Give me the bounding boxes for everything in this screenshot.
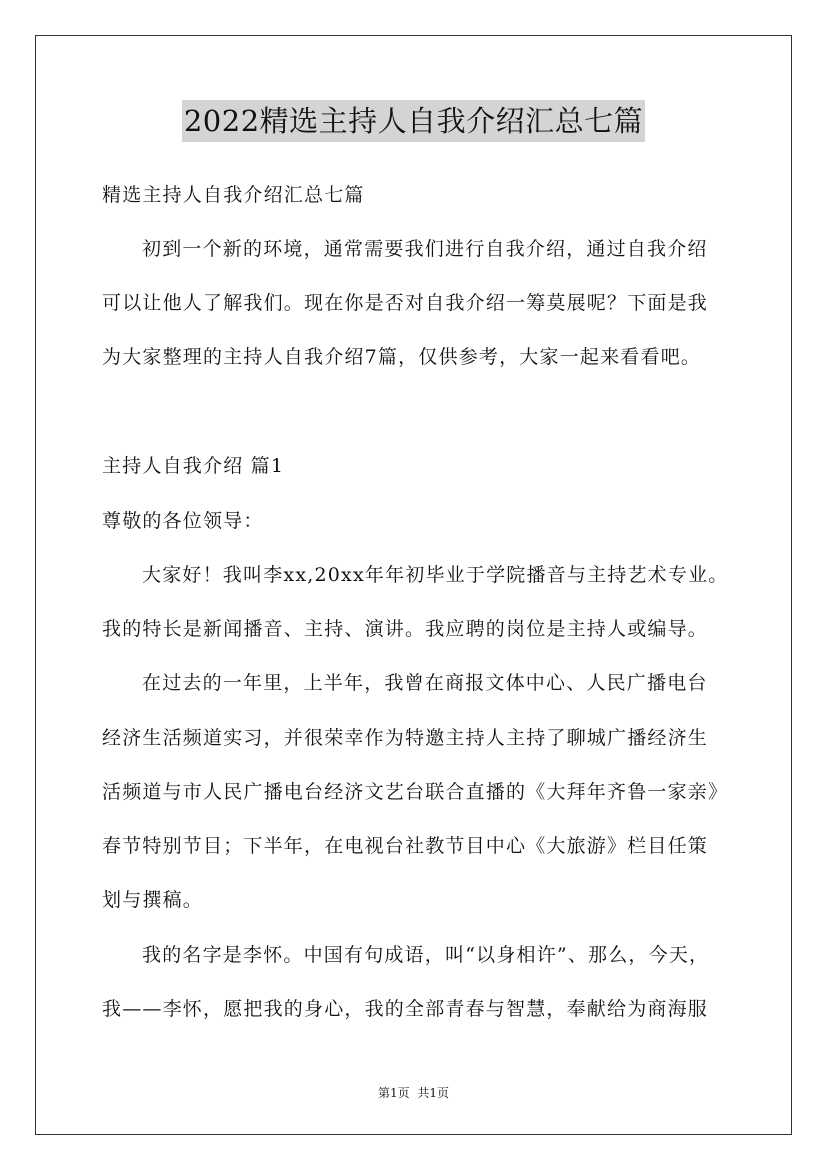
intro-line-3: 为大家整理的主持人自我介绍7篇，仅供参考，大家一起来看看吧。 <box>102 346 702 368</box>
intro-line-2: 可以让他人了解我们。现在你是否对自我介绍一筹莫展呢？下面是我 <box>102 292 709 314</box>
section-heading: 主持人自我介绍 篇1 <box>102 455 285 477</box>
document-subtitle: 精选主持人自我介绍汇总七篇 <box>102 184 365 206</box>
body-line-8: 我的名字是李怀。中国有句成语，叫“以身相许”、那么，今天， <box>142 944 710 966</box>
document-title: 2022精选主持人自我介绍汇总七篇 <box>182 100 645 142</box>
body-line-3: 在过去的一年里，上半年，我曾在商报文体中心、人民广播电台 <box>142 672 708 694</box>
body-line-7: 划与撰稿。 <box>102 889 204 911</box>
page-footer <box>0 1085 827 1101</box>
intro-line-1: 初到一个新的环境，通常需要我们进行自我介绍，通过自我介绍 <box>142 238 708 260</box>
salutation: 尊敬的各位领导： <box>102 510 264 532</box>
body-line-1: 大家好！我叫李xx,20xx年年初毕业于学院播音与主持艺术专业。 <box>142 564 729 586</box>
body-line-4: 经济生活频道实习，并很荣幸作为特邀主持人主持了聊城广播经济生 <box>102 727 709 749</box>
title-container <box>0 100 827 142</box>
body-line-2: 我的特长是新闻播音、主持、演讲。我应聘的岗位是主持人或编导。 <box>102 618 709 640</box>
page-number: 第1页 <box>377 1086 410 1100</box>
page-total: 共1页 <box>417 1086 450 1100</box>
body-line-9: 我——李怀，愿把我的身心，我的全部青春与智慧，奉献给为商海服 <box>102 998 709 1020</box>
body-line-5: 活频道与市人民广播电台经济文艺台联合直播的《大拜年齐鲁一家亲》 <box>102 781 729 803</box>
body-line-6: 春节特别节目；下半年，在电视台社教节目中心《大旅游》栏目任策 <box>102 835 709 857</box>
